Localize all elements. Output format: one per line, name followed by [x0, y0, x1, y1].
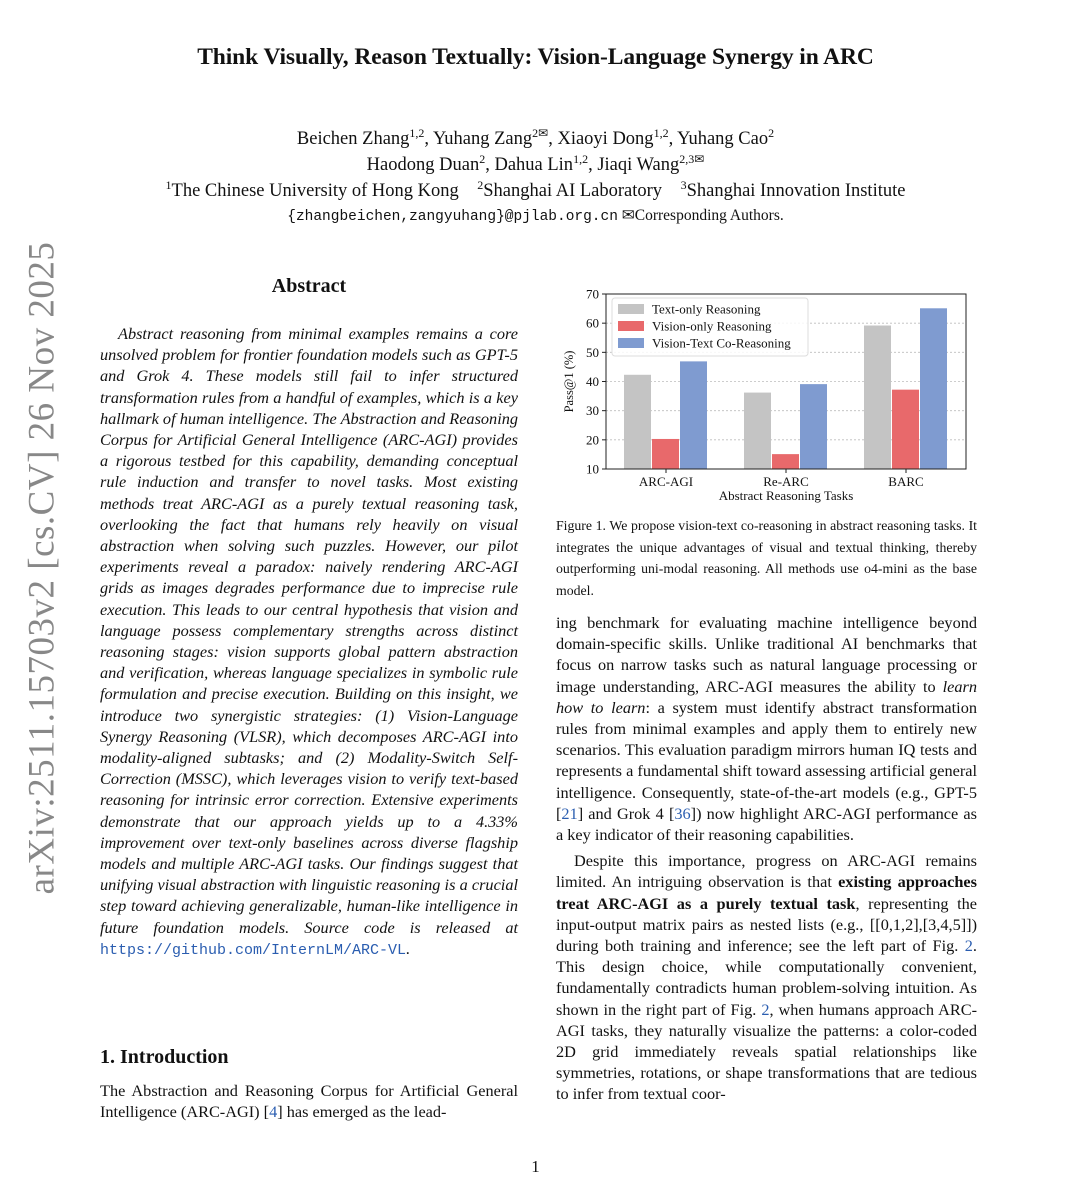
- author: Xiaoyi Dong$^{1,2}$,: [557, 126, 678, 150]
- x-axis-label: Abstract Reasoning Tasks: [718, 488, 854, 503]
- figure-ref-link[interactable]: 2: [761, 999, 770, 1019]
- author: Haodong Duan$^2$,: [366, 152, 495, 176]
- authors-line-1: [0, 126, 1071, 150]
- bar: [744, 393, 771, 469]
- bar: [864, 326, 891, 470]
- abstract-text: Abstract reasoning from minimal examples remains a core unsolved problem for frontier foundation models such as GPT-5 and Grok 4. These models still fail to infer structured transformation rules from a handful of examples, which is a key hallmark of human intelligence. The Abstraction and Reasoning Corpus for Artificial General Intelligence (ARC-AGI) provides a rigorous testbed for this capability, demanding conceptual rule induction and transfer to novel tasks. Most existing methods treat ARC-AGI as a purely textual reasoning task, overlooking the fact that humans rely heavily on visual abstraction when solving such puzzles. However, our pilot experiments reveal a paradox: naively rendering ARC-AGI grids as images degrades performance due to imprecise rule execution. This leads to our central hypothesis that vision and language possess complementary strengths across distinct reasoning stages: vision supports global pattern abstraction and verification, whereas language specializes in symbolic rule formulation and precise execution. Building on this insight, we introduce two synergistic strategies: (1) Vision-Language Synergy Reasoning (VLSR), which decomposes ARC-AGI into modality-aligned subtasks; and (2) Modality-Switch Self-Correction (MSSC), which leverages vision to verify text-based reasoning for intrinsic error correction. Extensive experiments demonstrate that our approach yields up to a 4.33% improvement over text-only baselines across diverse flagship models and multiple ARC-AGI tasks. Our findings suggest that unifying visual abstraction with linguistic reasoning is a crucial step toward achieving generalizable, human-like intelligence in future foundation models. Source code is released at https://github.com/InternLM/ARC-VL.: [100, 324, 518, 959]
- x-tick-label: ARC-AGI: [638, 474, 694, 489]
- author: Jiaqi Wang$^{2,3✉}$: [597, 152, 705, 176]
- legend-label: Vision-only Reasoning: [652, 318, 772, 334]
- bar: [680, 361, 707, 469]
- paper-title: Think Visually, Reason Textually: Vision-Language Synergy in ARC: [197, 44, 874, 70]
- author-emails[interactable]: {zhangbeichen,zangyuhang}@pjlab.org.cn: [287, 209, 618, 225]
- y-tick-label: 30: [586, 403, 599, 419]
- paragraph: Despite this importance, progress on ARC-AGI remains limited. An intriguing observation is that existing approaches treat ARC-AGI as a purely textual task, representing the input-output matrix pairs as nested lists (e.g., [[0,1,2],[3,4,5]]) during both training and inference; see the left part of Fig. 2. This design choice, while computationally convenient, fundamentally contradicts human problem-solving intuition. As shown in the right part of Fig. 2, when humans approach ARC-AGI tasks, they naturally visualize the patterns: a color-coded 2D grid immediately reveals spatial relationships like symmetries, rotations, or shape transformations that are tedious to infer from textual coor-: [556, 851, 977, 1104]
- right-column-text: [556, 612, 977, 1105]
- chart-legend: [612, 298, 808, 356]
- arxiv-stamp-text: arXiv:2511.15703v2 [cs.CV] 26 Nov 2025: [21, 241, 63, 895]
- y-tick-label: 10: [586, 461, 599, 477]
- y-tick-label: 20: [586, 432, 599, 448]
- page-number: 1: [531, 1157, 540, 1176]
- corresponding-note: ✉Corresponding Authors.: [621, 207, 784, 224]
- x-tick-label: Re-ARC: [763, 474, 809, 489]
- bar: [892, 390, 919, 469]
- figure-caption: Figure 1. We propose vision-text co-reasoning in abstract reasoning tasks. It integrates the unique advantages of visual and textual thinking, thereby outperforming uni-modal reasoning. All methods use o4-mini as the base model.: [556, 518, 977, 598]
- author: Yuhang Cao$^2$: [677, 126, 775, 150]
- section-heading-introduction: 1. Introduction: [100, 1046, 229, 1068]
- bar: [920, 308, 947, 469]
- affiliations: [0, 178, 1071, 202]
- legend-label: Text-only Reasoning: [652, 301, 761, 317]
- figure-ref-link[interactable]: 2: [964, 936, 973, 956]
- code-link[interactable]: https://github.com/InternLM/ARC-VL: [100, 941, 407, 959]
- bar: [772, 454, 799, 469]
- contact-line: [0, 206, 1071, 225]
- legend-swatch: [618, 321, 644, 331]
- author: Dahua Lin$^{1,2}$,: [494, 152, 598, 176]
- affiliation: $^3$Shanghai Innovation Institute: [680, 178, 906, 202]
- abstract-heading: Abstract: [271, 275, 347, 297]
- bar: [800, 384, 827, 469]
- y-tick-label: 70: [586, 286, 599, 302]
- legend-swatch: [618, 338, 644, 348]
- bar: [652, 439, 679, 469]
- affiliation: $^1$The Chinese University of Hong Kong: [165, 178, 459, 202]
- affiliation: $^2$Shanghai AI Laboratory: [477, 178, 663, 202]
- y-tick-label: 50: [586, 344, 599, 360]
- legend-label: Vision-Text Co-Reasoning: [652, 335, 791, 351]
- bar-chart: [556, 284, 977, 504]
- y-tick-label: 40: [586, 374, 599, 389]
- author: Beichen Zhang$^{1,2}$,: [296, 126, 433, 150]
- citation-link[interactable]: 4: [269, 1102, 278, 1122]
- author: Yuhang Zang$^{2✉}$,: [432, 126, 558, 150]
- introduction-text: The Abstraction and Reasoning Corpus for Artificial General Intelligence (ARC-AGI) [4] has emerged as the lead-: [100, 1081, 518, 1122]
- x-tick-label: BARC: [888, 474, 924, 489]
- bar: [624, 375, 651, 469]
- citation-link[interactable]: 21: [561, 803, 578, 823]
- citation-link[interactable]: 36: [674, 803, 691, 823]
- y-axis-label: Pass@1 (%): [562, 350, 576, 413]
- legend-swatch: [618, 304, 644, 314]
- paragraph: ing benchmark for evaluating machine intelligence beyond domain-specific skills. Unlike traditional AI benchmarks that focus on narrow tasks such as natural language processing or image understanding, ARC-AGI measures the ability to learn how to learn: a system must identify abstract transformation rules from minimal examples and apply them to entirely new scenarios. This evaluation paradigm mirrors human IQ tests and represents a fundamental shift toward assessing artificial general intelligence. Consequently, state-of-the-art models (e.g., GPT-5 [21] and Grok 4 [36]) now highlight ARC-AGI performance as a key indicator of their reasoning capabilities.: [556, 613, 977, 845]
- figure-1: [556, 284, 977, 509]
- authors-line-2: [0, 152, 1071, 176]
- y-tick-label: 60: [586, 315, 599, 331]
